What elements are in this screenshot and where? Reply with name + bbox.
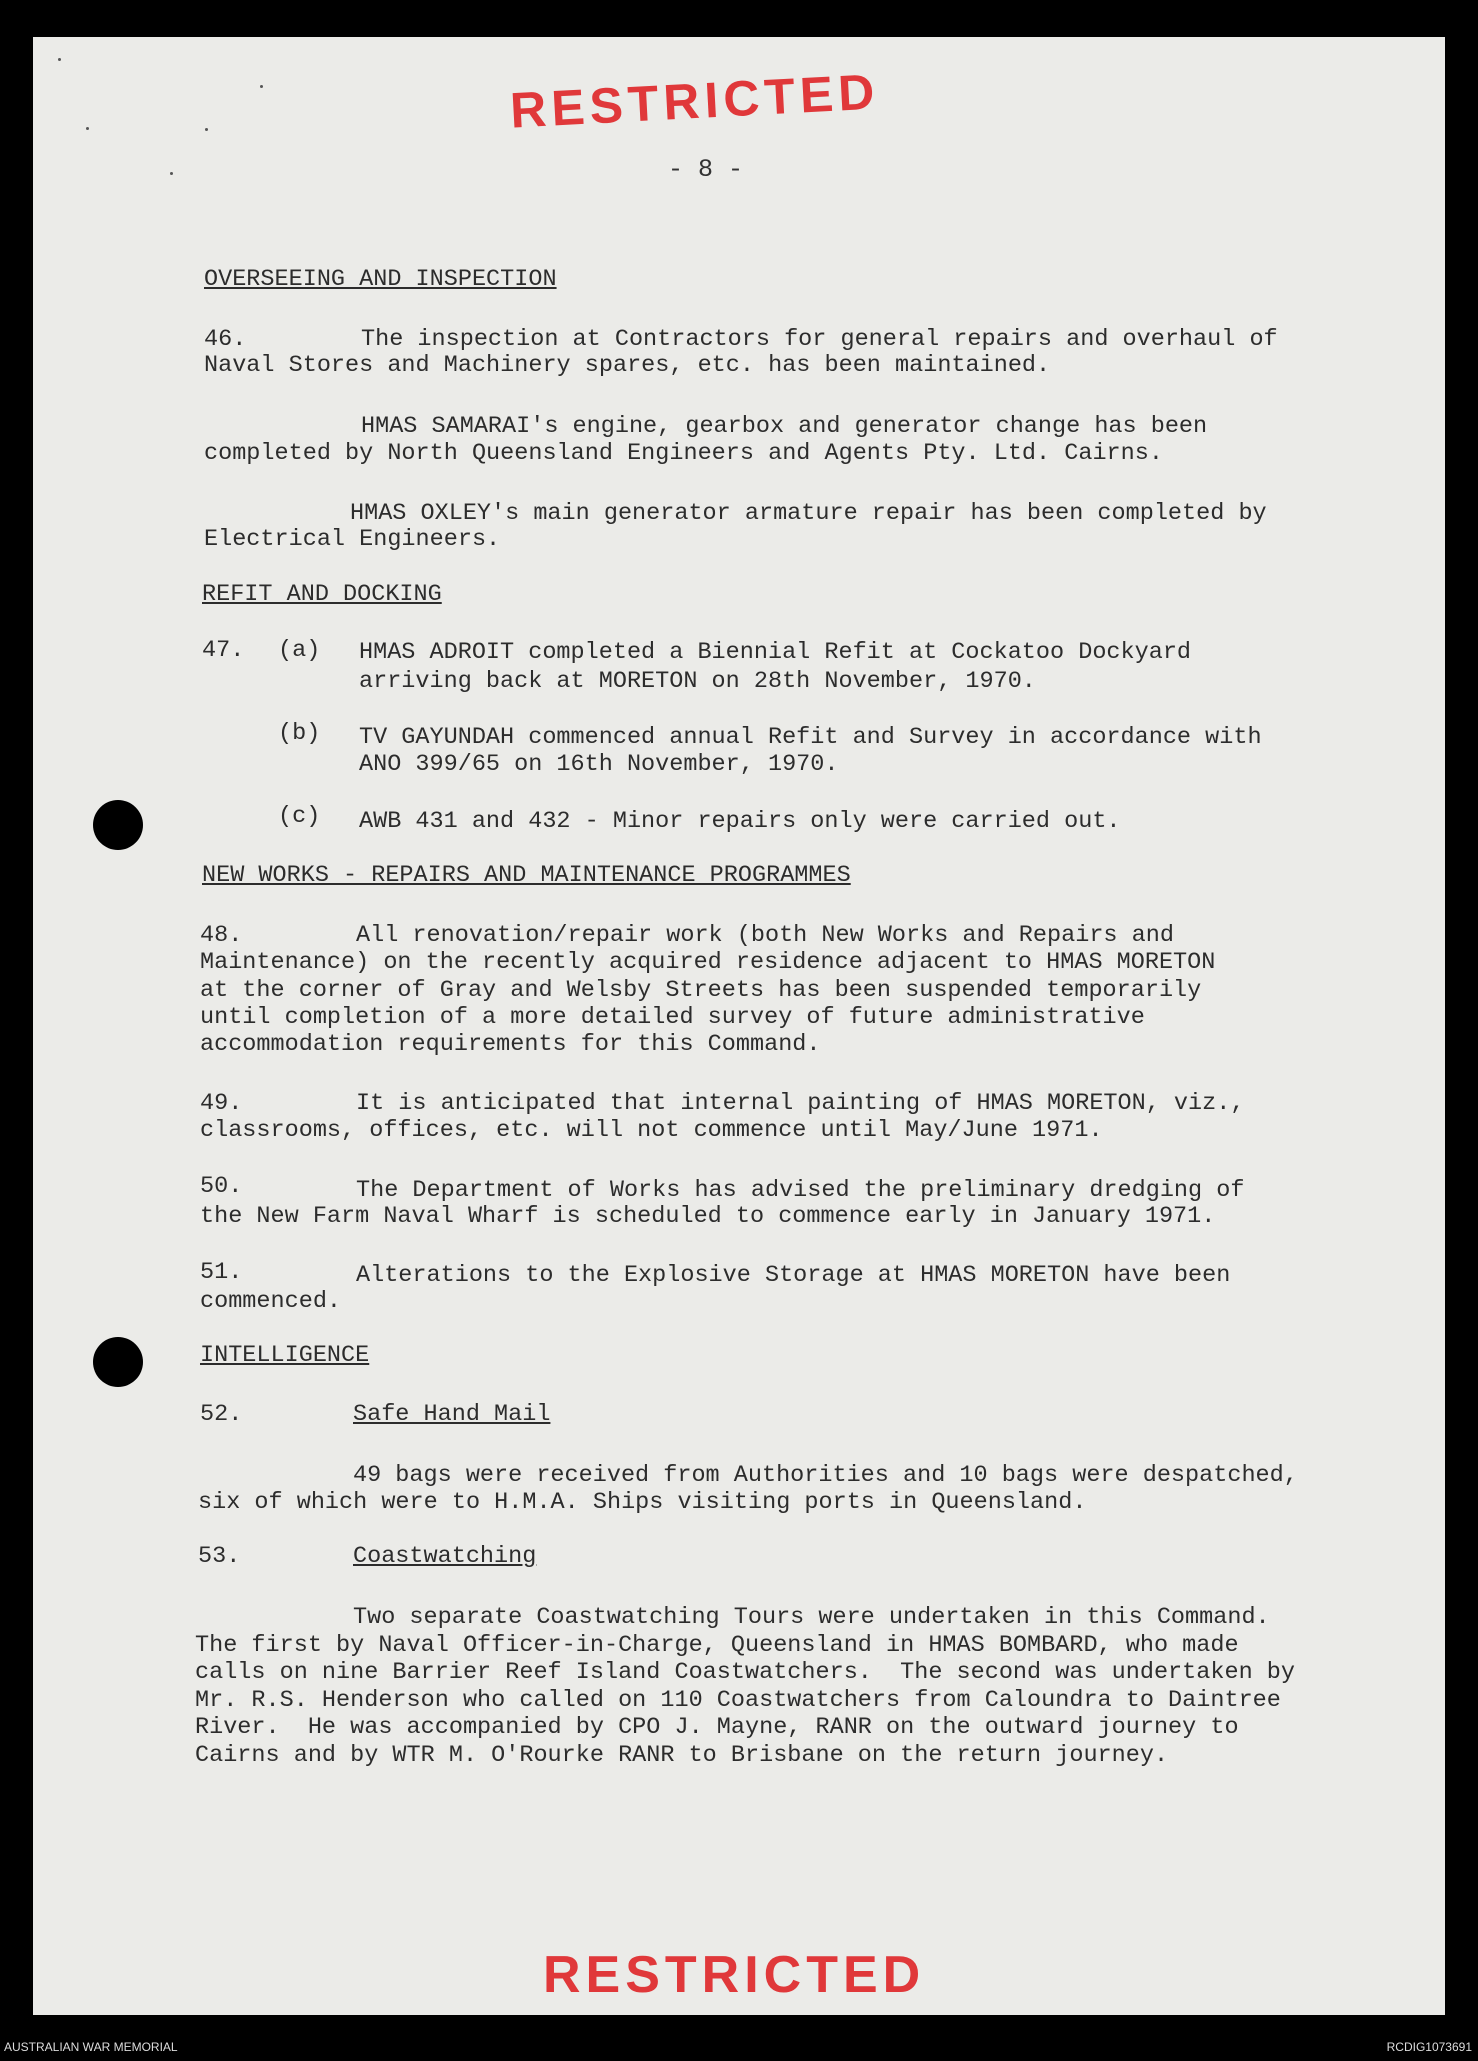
paragraph-line: Cairns and by WTR M. O'Rourke RANR to Brisbane on the return journey.: [195, 1742, 1169, 1769]
paragraph-line: accommodation requirements for this Command.: [200, 1031, 821, 1058]
paragraph-line: Maintenance) on the recently acquired residence adjacent to HMAS MORETON: [200, 949, 1216, 976]
section-heading: NEW WORKS - REPAIRS AND MAINTENANCE PROGRAMMES: [202, 862, 851, 889]
paragraph-line: The first by Naval Officer-in-Charge, Queensland in HMAS BOMBARD, who made: [195, 1632, 1239, 1659]
paragraph-number: 51.: [200, 1259, 243, 1286]
paper-speck: [58, 58, 61, 61]
archive-reference: RCDIG1073691: [1386, 2040, 1472, 2054]
paragraph-number: 49.: [200, 1090, 243, 1117]
item-label: (c): [278, 803, 321, 830]
section-heading: OVERSEEING AND INSPECTION: [204, 266, 557, 293]
paper-speck: [205, 128, 208, 131]
paragraph-line: calls on nine Barrier Reef Island Coastwatchers. The second was undertaken by: [195, 1659, 1295, 1686]
paper-speck: [170, 172, 173, 175]
subsection-title: Safe Hand Mail: [353, 1401, 551, 1428]
paragraph-line: HMAS OXLEY's main generator armature repair has been completed by: [350, 500, 1267, 527]
paragraph-line: ANO 399/65 on 16th November, 1970.: [359, 751, 839, 778]
archive-credit: AUSTRALIAN WAR MEMORIAL: [4, 2040, 178, 2054]
paragraph-line: 49 bags were received from Authorities and 10 bags were despatched,: [353, 1462, 1298, 1489]
item-label: (a): [278, 637, 321, 664]
paragraph-line: Alterations to the Explosive Storage at HMAS MORETON have been: [356, 1262, 1231, 1289]
paragraph-line: the New Farm Naval Wharf is scheduled to commence early in January 1971.: [200, 1203, 1216, 1230]
paragraph-line: River. He was accompanied by CPO J. Mayne, RANR on the outward journey to: [195, 1714, 1239, 1741]
paragraph-line: HMAS SAMARAI's engine, gearbox and generator change has been: [361, 413, 1208, 440]
paragraph-line: Naval Stores and Machinery spares, etc. has been maintained.: [204, 352, 1051, 379]
paragraph-line: commenced.: [200, 1288, 342, 1315]
paragraph-line: AWB 431 and 432 - Minor repairs only were carried out.: [359, 808, 1121, 835]
paragraph-line: completed by North Queensland Engineers and Agents Pty. Ltd. Cairns.: [204, 440, 1163, 467]
paragraph-line: classrooms, offices, etc. will not commence until May/June 1971.: [200, 1117, 1103, 1144]
paragraph-line: until completion of a more detailed survey of future administrative: [200, 1004, 1145, 1031]
paragraph-line: The Department of Works has advised the preliminary dredging of: [356, 1177, 1245, 1204]
restricted-stamp-bottom: RESTRICTED: [543, 1946, 926, 2004]
paragraph-number: 53.: [198, 1543, 241, 1570]
item-label: (b): [278, 720, 321, 747]
paragraph-number: 47.: [202, 637, 245, 664]
paragraph-line: arriving back at MORETON on 28th November, 1970.: [359, 668, 1036, 695]
paragraph-line: Mr. R.S. Henderson who called on 110 Coastwatchers from Caloundra to Daintree: [195, 1687, 1281, 1714]
paragraph-line: The inspection at Contractors for general repairs and overhaul of: [361, 326, 1278, 353]
section-heading: REFIT AND DOCKING: [202, 581, 442, 608]
paragraph-number: 52.: [200, 1401, 243, 1428]
paper-speck: [260, 85, 263, 88]
paragraph-line: HMAS ADROIT completed a Biennial Refit at Cockatoo Dockyard: [359, 639, 1192, 666]
paragraph-line: TV GAYUNDAH commenced annual Refit and Survey in accordance with: [359, 724, 1262, 751]
paragraph-number: 48.: [200, 922, 243, 949]
punch-hole: [93, 800, 143, 850]
restricted-stamp-top: RESTRICTED: [508, 63, 881, 139]
punch-hole: [93, 1337, 143, 1387]
paragraph-number: 50.: [200, 1173, 243, 1200]
page-number: - 8 -: [668, 155, 744, 184]
paragraph-number: 46.: [204, 326, 247, 353]
paragraph-line: Two separate Coastwatching Tours were undertaken in this Command.: [353, 1604, 1270, 1631]
paragraph-line: It is anticipated that internal painting of HMAS MORETON, viz.,: [356, 1090, 1245, 1117]
paragraph-line: at the corner of Gray and Welsby Streets has been suspended temporarily: [200, 977, 1202, 1004]
section-heading: INTELLIGENCE: [200, 1342, 370, 1369]
paragraph-line: All renovation/repair work (both New Works and Repairs and: [356, 922, 1174, 949]
paragraph-line: six of which were to H.M.A. Ships visiting ports in Queensland.: [198, 1489, 1087, 1516]
paragraph-line: Electrical Engineers.: [204, 526, 501, 553]
paper-speck: [86, 127, 89, 130]
subsection-title: Coastwatching: [353, 1543, 537, 1570]
